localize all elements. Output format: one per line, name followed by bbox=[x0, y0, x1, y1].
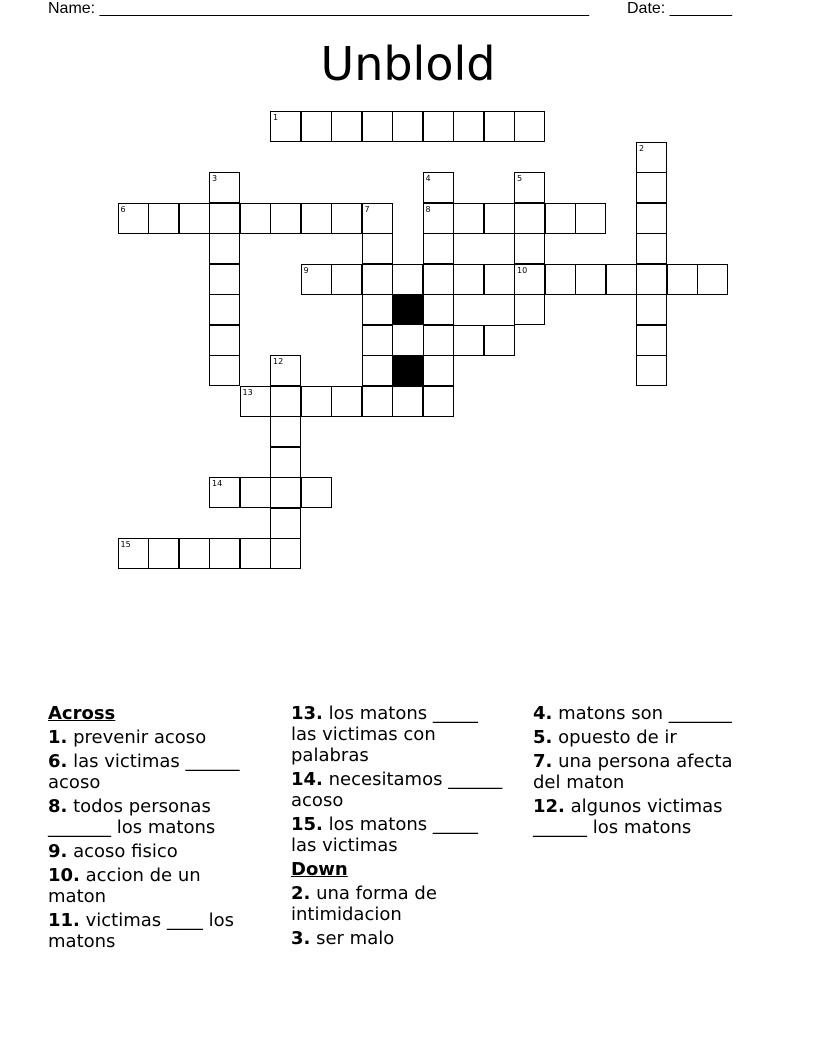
crossword-cell[interactable] bbox=[240, 386, 271, 417]
crossword-cell[interactable] bbox=[209, 264, 240, 295]
clue-across-15: 15. los matons _____ las victimas bbox=[291, 814, 478, 856]
clue-column-2 bbox=[291, 703, 506, 952]
crossword-cell[interactable] bbox=[484, 111, 515, 142]
crossword-cell[interactable] bbox=[423, 203, 454, 234]
crossword-cell[interactable] bbox=[362, 294, 393, 325]
crossword-cell[interactable] bbox=[362, 264, 393, 295]
crossword-cell[interactable] bbox=[301, 264, 332, 295]
crossword-cell[interactable] bbox=[331, 111, 362, 142]
crossword-cell[interactable] bbox=[209, 325, 240, 356]
crossword-cell[interactable] bbox=[514, 294, 545, 325]
crossword-cell[interactable] bbox=[423, 325, 454, 356]
crossword-cell[interactable] bbox=[179, 203, 210, 234]
crossword-cell[interactable] bbox=[575, 264, 606, 295]
crossword-cell[interactable] bbox=[270, 416, 301, 447]
clue-number: 14 bbox=[212, 479, 223, 488]
crossword-cell[interactable] bbox=[270, 203, 301, 234]
clue-number: 12 bbox=[273, 357, 284, 366]
crossword-cell[interactable] bbox=[362, 233, 393, 264]
crossword-cell[interactable] bbox=[270, 447, 301, 478]
crossword-cell[interactable] bbox=[484, 203, 515, 234]
crossword-cell[interactable] bbox=[423, 386, 454, 417]
crossword-cell[interactable] bbox=[697, 264, 728, 295]
crossword-cell[interactable] bbox=[423, 264, 454, 295]
clue-down-4: 4. matons son _______ bbox=[533, 703, 732, 724]
clue-across-1: 1. prevenir acoso bbox=[48, 727, 207, 748]
crossword-cell[interactable] bbox=[423, 172, 454, 203]
crossword-cell[interactable] bbox=[667, 264, 698, 295]
clue-down-7: 7. una persona afecta del maton bbox=[533, 751, 733, 793]
crossword-cell[interactable] bbox=[514, 264, 545, 295]
crossword-cell[interactable] bbox=[209, 172, 240, 203]
crossword-cell[interactable] bbox=[514, 172, 545, 203]
crossword-cell[interactable] bbox=[301, 111, 332, 142]
crossword-cell[interactable] bbox=[636, 203, 667, 234]
crossword-cell[interactable] bbox=[118, 538, 149, 569]
crossword-cell[interactable] bbox=[148, 203, 179, 234]
crossword-cell[interactable] bbox=[636, 294, 667, 325]
crossword-cell[interactable] bbox=[453, 111, 484, 142]
crossword-cell[interactable] bbox=[514, 111, 545, 142]
date-field-label[interactable]: Date: _______ bbox=[627, 0, 732, 17]
crossword-cell[interactable] bbox=[240, 538, 271, 569]
clue-number: 3 bbox=[212, 174, 218, 183]
crossword-cell[interactable] bbox=[392, 264, 423, 295]
crossword-cell[interactable] bbox=[545, 203, 576, 234]
clue-number: 15 bbox=[120, 540, 131, 549]
crossword-cell[interactable] bbox=[423, 294, 454, 325]
page-title: Unblold bbox=[320, 37, 496, 91]
crossword-cell[interactable] bbox=[209, 355, 240, 386]
down-heading: Down bbox=[291, 859, 348, 880]
clue-across-6: 6. las victimas ______ acoso bbox=[48, 751, 240, 793]
crossword-cell[interactable] bbox=[636, 264, 667, 295]
crossword-cell[interactable] bbox=[514, 233, 545, 264]
crossword-cell[interactable] bbox=[270, 386, 301, 417]
crossword-cell[interactable] bbox=[331, 203, 362, 234]
crossword-cell[interactable] bbox=[118, 203, 149, 234]
crossword-cell[interactable] bbox=[331, 386, 362, 417]
crossword-cell[interactable] bbox=[636, 355, 667, 386]
crossword-cell[interactable] bbox=[606, 264, 637, 295]
clue-number: 4 bbox=[425, 174, 431, 183]
crossword-cell[interactable] bbox=[362, 111, 393, 142]
clue-down-12: 12. algunos victimas ______ los matons bbox=[533, 796, 723, 838]
crossword-cell[interactable] bbox=[301, 203, 332, 234]
crossword-cell[interactable] bbox=[423, 355, 454, 386]
crossword-cell[interactable] bbox=[545, 264, 576, 295]
crossword-cell[interactable] bbox=[423, 233, 454, 264]
crossword-cell[interactable] bbox=[362, 386, 393, 417]
clue-number: 2 bbox=[639, 143, 645, 153]
crossword-cell[interactable] bbox=[240, 477, 271, 508]
crossword-cell[interactable] bbox=[636, 172, 667, 203]
crossword-cell[interactable] bbox=[453, 325, 484, 356]
crossword-cell[interactable] bbox=[484, 264, 515, 295]
clue-across-11: 11. victimas ____ los matons bbox=[48, 910, 235, 952]
clue-across-10: 10. accion de un maton bbox=[48, 865, 201, 907]
crossword-cell[interactable] bbox=[209, 477, 240, 508]
crossword-cell[interactable] bbox=[240, 203, 271, 234]
crossword-cell[interactable] bbox=[270, 477, 301, 508]
crossword-cell[interactable] bbox=[270, 508, 301, 539]
crossword-cell[interactable] bbox=[301, 477, 332, 508]
crossword-cell[interactable] bbox=[514, 203, 545, 234]
crossword-cell[interactable] bbox=[301, 386, 332, 417]
crossword-cell[interactable] bbox=[270, 111, 301, 142]
clue-across-14: 14. necesitamos ______ acoso bbox=[291, 769, 503, 811]
crossword-cell[interactable] bbox=[423, 111, 454, 142]
clue-number: 1 bbox=[273, 113, 279, 122]
crossword-cell[interactable] bbox=[453, 203, 484, 234]
name-field-label[interactable]: Name: _______________________________________________________ bbox=[48, 0, 589, 17]
crossword-cell[interactable] bbox=[270, 355, 301, 386]
crossword-cell[interactable] bbox=[362, 325, 393, 356]
crossword-cell[interactable] bbox=[362, 355, 393, 386]
crossword-cell[interactable] bbox=[270, 538, 301, 569]
clue-down-5: 5. opuesto de ir bbox=[533, 727, 677, 748]
clue-number: 8 bbox=[425, 204, 431, 214]
across-heading: Across bbox=[48, 703, 116, 724]
crossword-cell[interactable] bbox=[209, 538, 240, 569]
crossword-cell[interactable] bbox=[636, 233, 667, 264]
clue-number: 13 bbox=[242, 387, 253, 397]
clue-down-2: 2. una forma de intimidacion bbox=[291, 883, 437, 925]
blocked-square bbox=[392, 355, 423, 386]
crossword-cell[interactable] bbox=[636, 142, 667, 173]
clue-number: 7 bbox=[364, 204, 370, 214]
crossword-cell[interactable] bbox=[453, 264, 484, 295]
clue-number: 10 bbox=[517, 265, 528, 275]
crossword-cell[interactable] bbox=[392, 111, 423, 142]
clue-across-13: 13. los matons _____ las victimas con palabras bbox=[291, 703, 478, 766]
crossword-cell[interactable] bbox=[362, 203, 393, 234]
crossword-cell[interactable] bbox=[331, 264, 362, 295]
crossword-cell[interactable] bbox=[392, 386, 423, 417]
crossword-cell[interactable] bbox=[484, 325, 515, 356]
clue-number: 9 bbox=[303, 265, 309, 275]
crossword-cell[interactable] bbox=[209, 203, 240, 234]
crossword-cell[interactable] bbox=[209, 294, 240, 325]
crossword-cell[interactable] bbox=[179, 538, 210, 569]
crossword-cell[interactable] bbox=[148, 538, 179, 569]
clue-number: 5 bbox=[517, 174, 523, 183]
clue-column-3 bbox=[533, 703, 748, 841]
clue-across-8: 8. todos personas _______ los matons bbox=[48, 796, 216, 838]
crossword-cell[interactable] bbox=[575, 203, 606, 234]
clue-down-3: 3. ser malo bbox=[291, 928, 395, 949]
crossword-cell[interactable] bbox=[209, 233, 240, 264]
blocked-square bbox=[392, 294, 423, 325]
crossword-cell[interactable] bbox=[636, 325, 667, 356]
clue-across-9: 9. acoso fisico bbox=[48, 841, 178, 862]
clue-column-1 bbox=[48, 703, 263, 955]
clue-number: 6 bbox=[120, 204, 126, 214]
